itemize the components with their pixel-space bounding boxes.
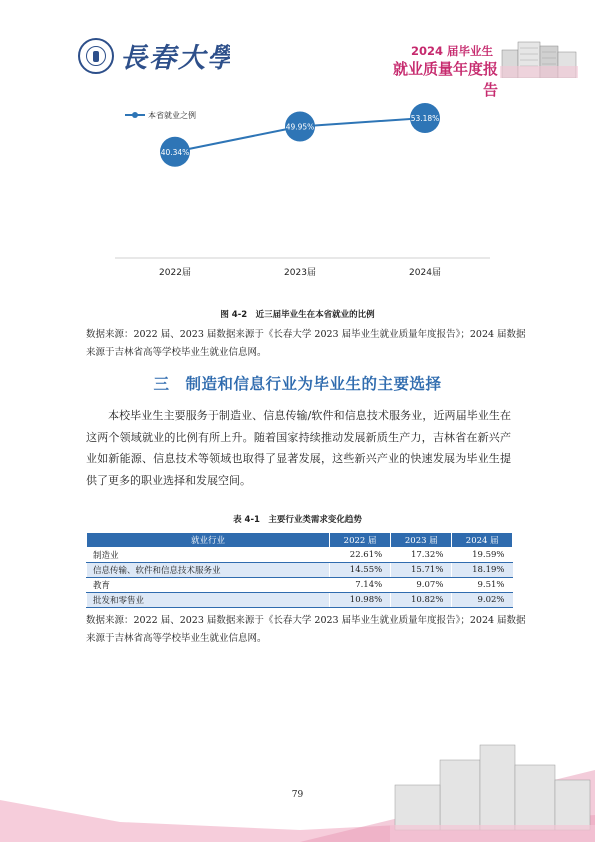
table-cell-value: 9.07% — [391, 578, 452, 593]
table-source-note: 数据来源：2022 届、2023 届数据来源于《长春大学 2023 届毕业生就业质量年度报告》；2024 届数据来源于吉林省高等学校毕业生就业信息网。 — [86, 615, 526, 644]
campus-buildings-icon — [395, 745, 590, 830]
section-heading: 三 制造和信息行业为毕业生的主要选择 — [153, 375, 442, 393]
report-year: 2024 届毕业生 — [410, 44, 493, 58]
table-cell-value: 15.71% — [391, 563, 452, 578]
table-header-2022: 2022 届 — [330, 533, 391, 548]
university-emblem-icon — [78, 38, 114, 74]
building-illustration-icon — [500, 36, 578, 78]
table-cell-industry: 制造业 — [87, 548, 330, 563]
page-number: 79 — [291, 790, 304, 800]
table-cell-value: 10.82% — [391, 593, 452, 608]
university-logo-text — [120, 40, 230, 81]
table-header-row — [87, 533, 513, 548]
data-label: 49.95% — [285, 122, 315, 132]
table-header-2024: 2024 届 — [452, 533, 513, 548]
table-caption: 表 4-1 主要行业类需求变化趋势 — [233, 515, 362, 525]
table-cell-value: 9.51% — [452, 578, 513, 593]
chart-legend — [125, 110, 196, 120]
table-row — [87, 578, 513, 593]
data-label: 40.34% — [160, 147, 190, 157]
table-cell-value: 17.32% — [391, 548, 452, 563]
figure-source-note: 数据来源：2022 届、2023 届数据来源于《长春大学 2023 届毕业生就业质量年度报告》；2024 届数据来源于吉林省高等学校毕业生就业信息网。 — [86, 329, 526, 358]
legend-label: 本省就业之例 — [148, 111, 196, 120]
x-tick-label: 2022届 — [159, 268, 191, 278]
report-title: 就业质量年度报告 — [392, 60, 498, 99]
table-cell-value: 18.19% — [452, 563, 513, 578]
table-cell-value: 10.98% — [330, 593, 391, 608]
footer-decoration — [0, 730, 595, 842]
x-tick-label: 2024届 — [409, 268, 441, 278]
data-label: 53.18% — [410, 113, 440, 123]
table-cell-value: 7.14% — [330, 578, 391, 593]
table-cell-value: 19.59% — [452, 548, 513, 563]
table-cell-industry: 批发和零售业 — [87, 593, 330, 608]
table-cell-industry: 教育 — [87, 578, 330, 593]
table-cell-industry: 信息传输、软件和信息技术服务业 — [87, 563, 330, 578]
svg-text:長春大學: 長春大學 — [120, 43, 230, 74]
table-cell-value: 22.61% — [330, 548, 391, 563]
x-tick-label: 2023届 — [284, 268, 316, 278]
industry-trend-table — [86, 532, 513, 608]
table-header-industry: 就业行业 — [87, 533, 330, 548]
body-paragraph: 本校毕业生主要服务于制造业、信息传输/软件和信息技术服务业，近两届毕业生在这两个领域就业的比例有所上升。随着国家持续推动发展新质生产力，吉林省在新兴产业如新能源、信息技术等领域也取得了显著发展，这些新兴产业的快速发展为毕业生提供了更多的职业选择和发展空间。 — [86, 409, 511, 487]
line-chart — [100, 100, 500, 285]
table-row — [87, 548, 513, 563]
table-row — [87, 563, 513, 578]
table-header-2023: 2023 届 — [391, 533, 452, 548]
table-row — [87, 593, 513, 608]
table-cell-value: 14.55% — [330, 563, 391, 578]
logo-calligraphy — [120, 40, 230, 74]
figure-caption: 图 4-2 近三届毕业生在本省就业的比例 — [220, 310, 375, 320]
table-cell-value: 9.02% — [452, 593, 513, 608]
